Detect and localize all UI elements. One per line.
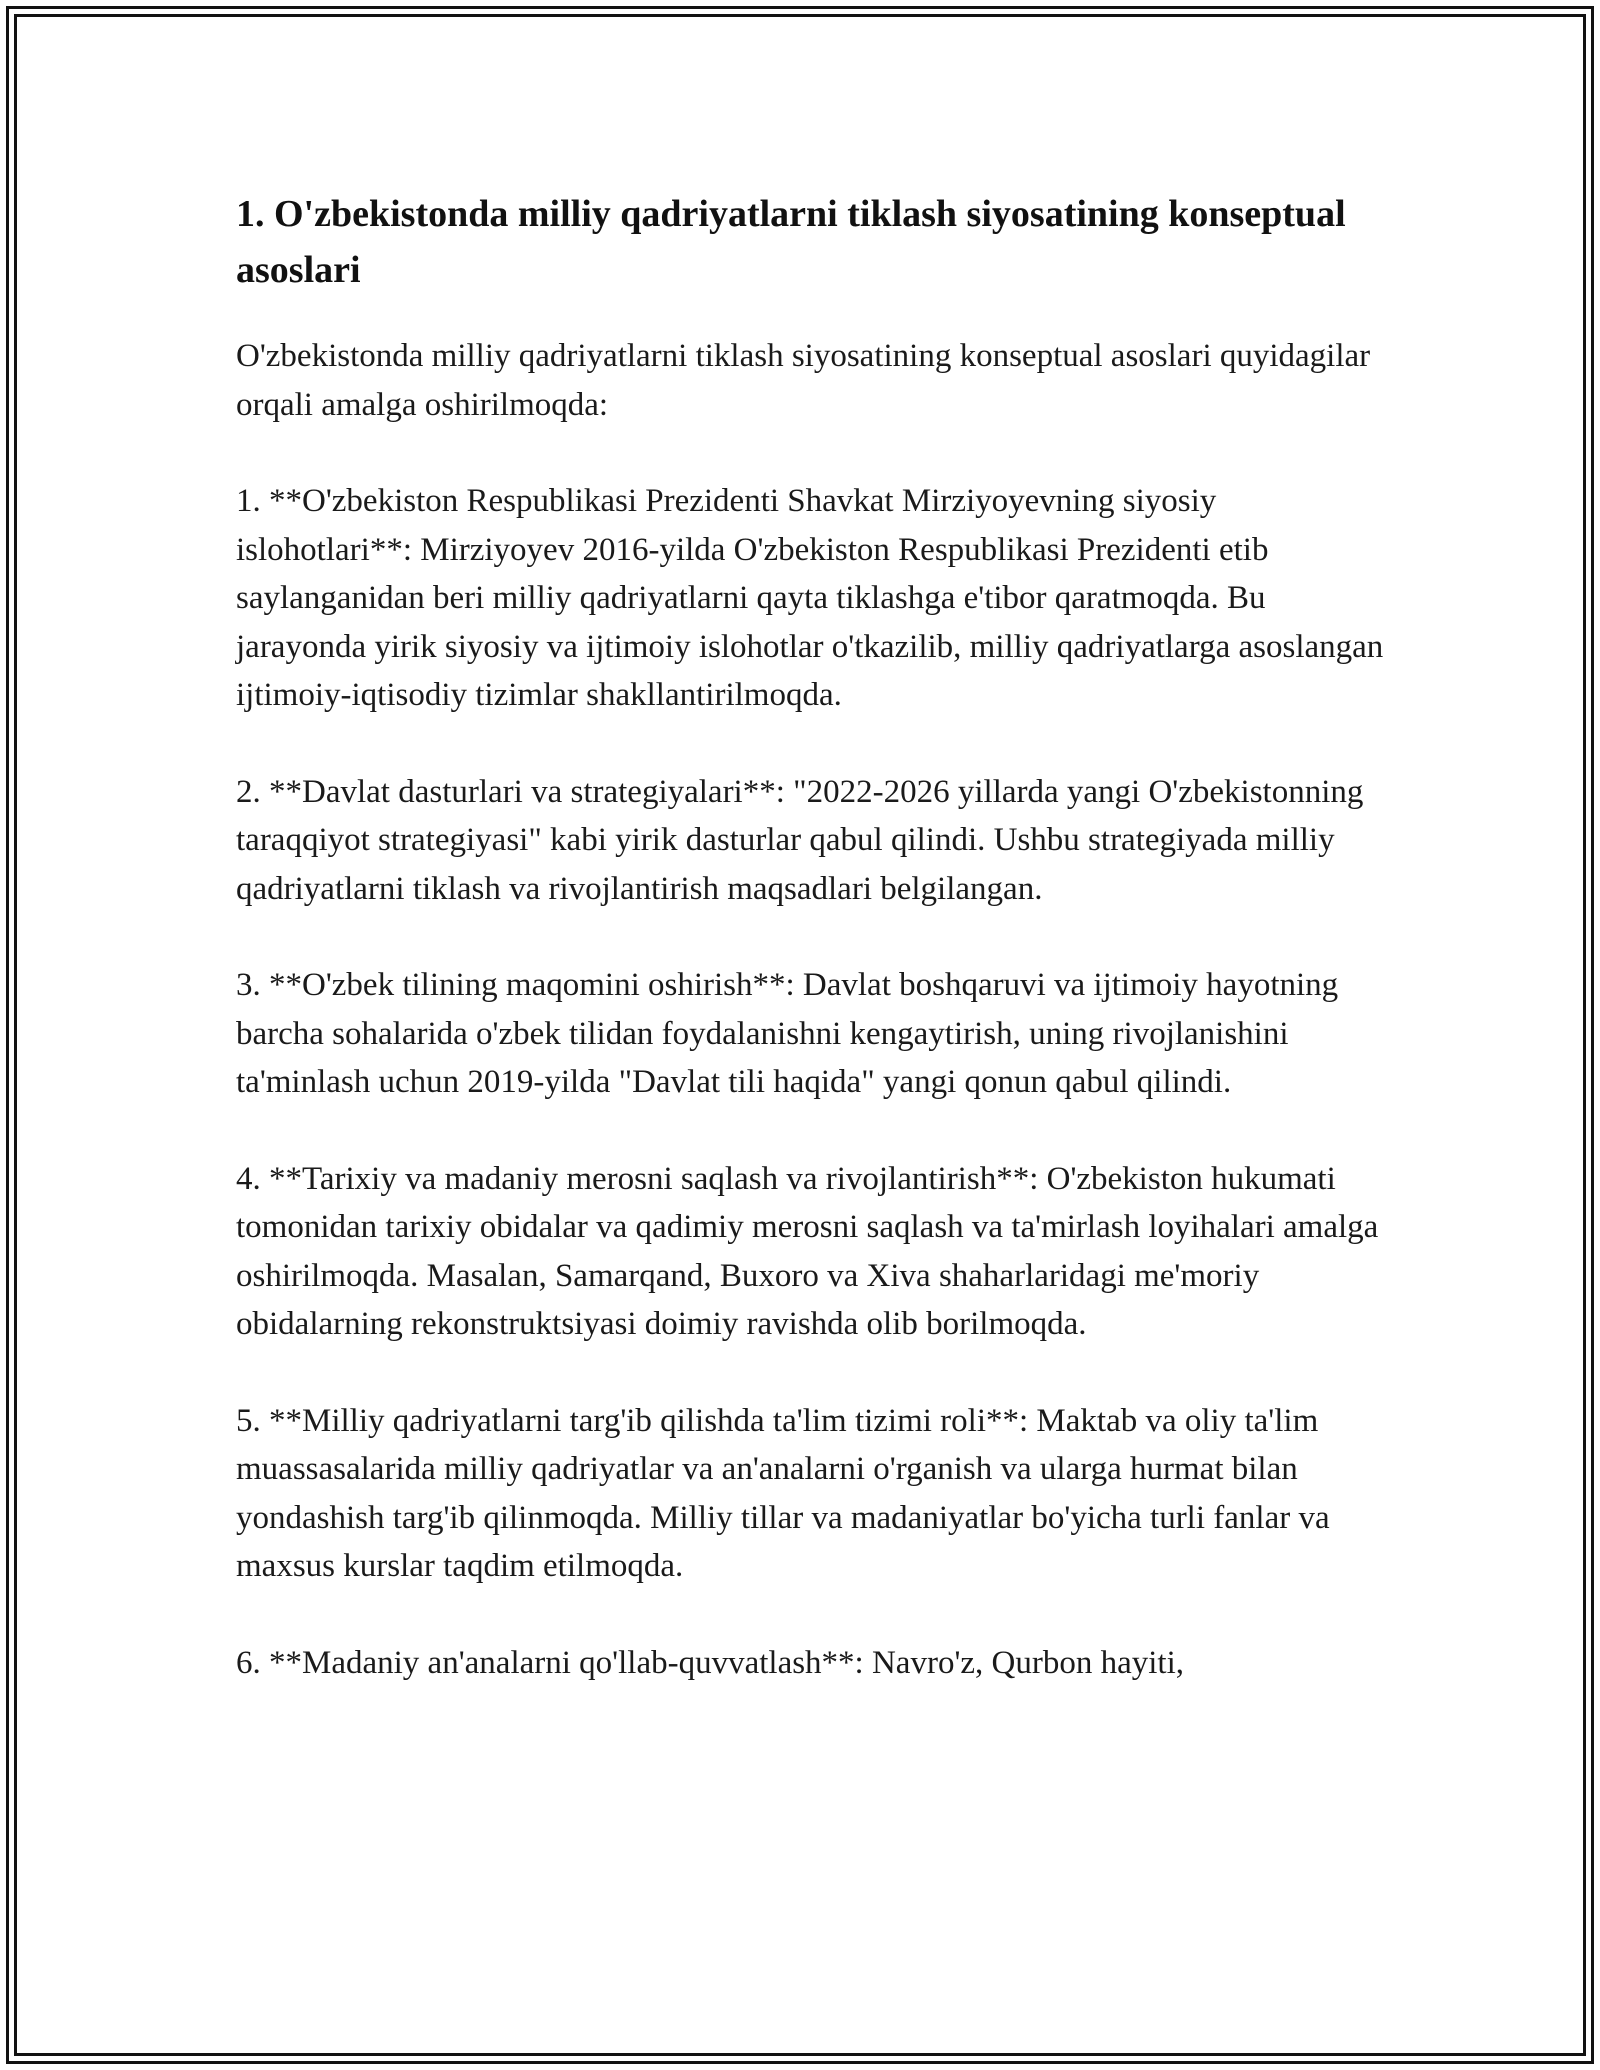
list-item-6: 6. **Madaniy an'analarni qo'llab-quvvatlash**: Navro'z, Qurbon hayiti, (236, 1644, 1185, 1681)
list-item-2: 2. **Davlat dasturlari va strategiyalari**: "2022-2026 yillarda yangi O'zbekistonning taraqqiyot strategiyasi" kabi yirik dasturlar qabul qilindi. Ushbu strategiyada milliy qadriyatlarni tiklash va rivojlantirish maqsadlari belgilangan. (236, 773, 1364, 907)
list-item-4: 4. **Tarixiy va madaniy merosni saqlash va rivojlantirish**: O'zbekiston hukumati tomonidan tarixiy obidalar va qadimiy merosni saqlash va ta'mirlash loyihalari amalga oshirilmoqda. Masalan, Samarqand, Buxoro va Xiva shaharlaridagi me'moriy obidalarning rekonstruktsiyasi doimiy ravishda olib borilmoqda. (236, 1160, 1379, 1342)
list-item-1: 1. **O'zbekiston Respublikasi Prezidenti Shavkat Mirziyoyevning siyosiy islohotlari**: Mirziyoyev 2016-yilda O'zbekiston Respublikasi Prezidenti etib saylanganidan beri milliy qadriyatlarni qayta tiklashga e'tibor qaratmoqda. Bu jarayonda yirik siyosiy va ijtimoiy islohotlar o'tkazilib, milliy qadriyatlarga asoslangan ijtimoiy-iqtisodiy tizimlar shakllantirilmoqda. (236, 483, 1384, 713)
list-item-5: 5. **Milliy qadriyatlarni targ'ib qilishda ta'lim tizimi roli**: Maktab va oliy ta'lim muassasalarida milliy qadriyatlar va an'analarni o'rganish va ularga hurmat bilan yondashish targ'ib qilinmoqda. Milliy tillar va madaniyatlar bo'yicha turli fanlar va maxsus kurslar taqdim etilmoqda. (236, 1402, 1330, 1584)
document-body (236, 186, 1386, 1735)
intro-paragraph: O'zbekistonda milliy qadriyatlarni tiklash siyosatining konseptual asoslari quyidagilar orqali amalga oshirilmoqda: (236, 338, 1371, 423)
section-heading: 1. O'zbekistonda milliy qadriyatlarni tiklash siyosatining konseptual asoslari (236, 193, 1346, 291)
list-item-3: 3. **O'zbek tilining maqomini oshirish**: Davlat boshqaruvi va ijtimoiy hayotning barcha sohalarida o'zbek tilidan foydalanishni kengaytirish, uning rivojlanishini ta'minlash uchun 2019-yilda "Davlat tili haqida" yangi qonun qabul qilindi. (236, 967, 1339, 1100)
